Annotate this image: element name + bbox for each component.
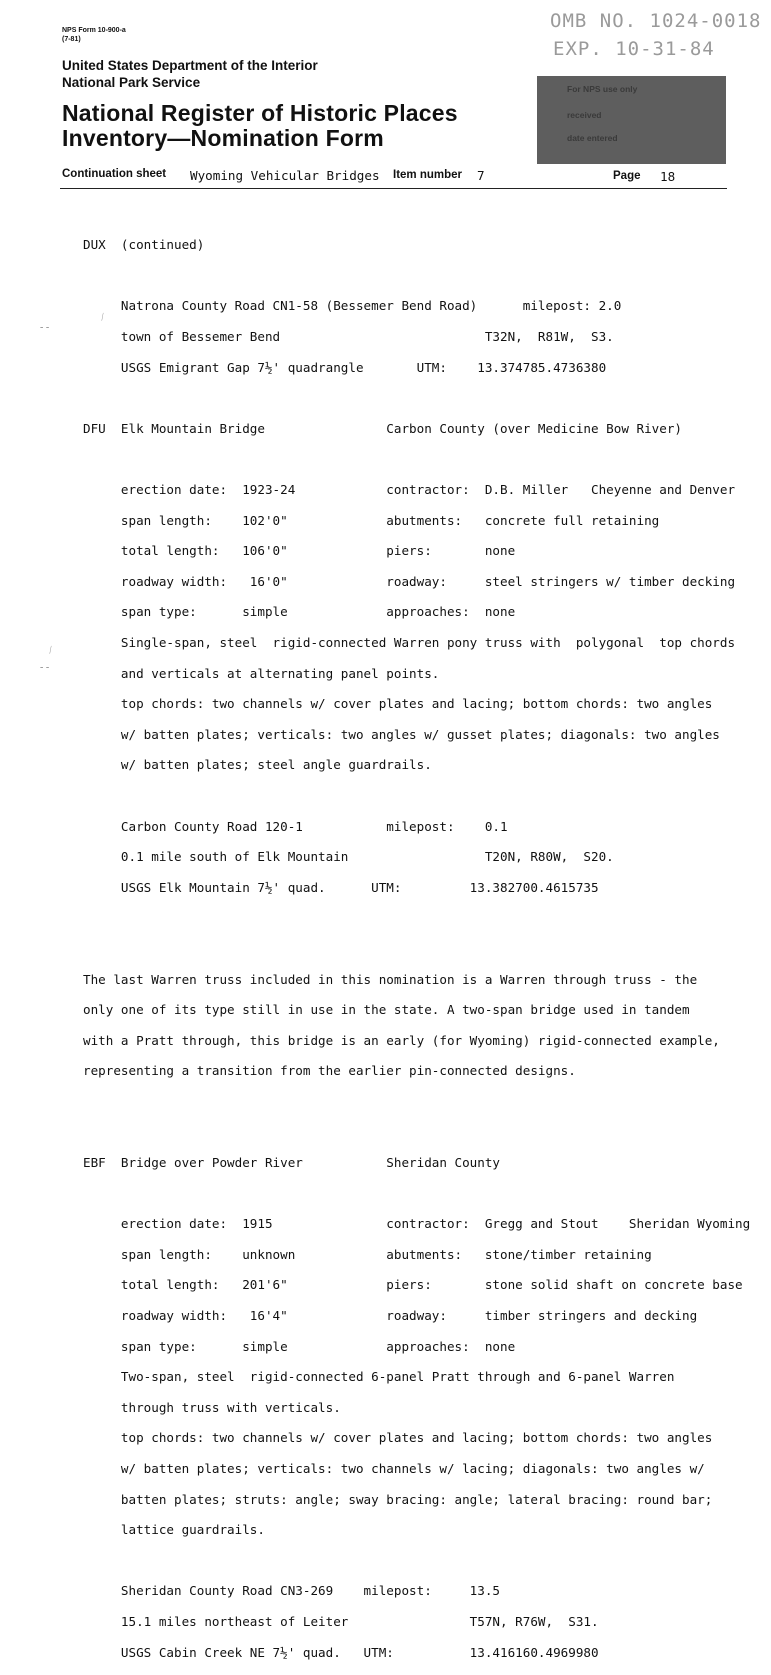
body-line: batten plates; struts: angle; sway bracing: angle; lateral bracing: round bar; [83,1491,713,1507]
body-line: only one of its type still in use in the state. A two-span bridge used in tandem [83,1002,690,1018]
page-number: 18 [660,169,676,184]
body-line: w/ batten plates; verticals: two angles w/ gusset plates; diagonals: two angles [83,726,720,742]
body-line: erection date: 1923-24 contractor: D.B. Miller Cheyenne and Denver [83,482,736,498]
received-label: received [567,110,602,120]
body-line: town of Bessemer Bend T32N, R81W, S3. [83,329,614,345]
body-line: DUX (continued) [83,237,205,253]
nps-use-label: For NPS use only [567,84,638,94]
body-line: 15.1 miles northeast of Leiter T57N, R76W, S31. [83,1614,599,1630]
body-line: span length: unknown abutments: stone/timber retaining [83,1246,652,1262]
body-line: EBF Bridge over Powder River Sheridan County [83,1155,501,1171]
body-line: lattice guardrails. [83,1522,265,1538]
check-mark: ⁄ [47,645,54,656]
body-line: Single-span, steel rigid-connected Warren pony truss with polygonal top chords [83,635,736,651]
margin-mark: ‐ ‐ [40,662,50,673]
department-name: United States Department of the Interior [62,58,318,73]
body-line: USGS Cabin Creek NE 7½' quad. UTM: 13.416160.4969980 [83,1644,599,1660]
date-entered-label: date entered [567,133,618,143]
page-label: Page [613,170,641,182]
body-line [83,788,750,803]
body-line: w/ batten plates; steel angle guardrails. [83,757,432,773]
body-line [83,268,750,283]
body-line: Natrona County Road CN1-58 (Bessemer Bend Road) milepost: 2.0 [83,298,622,314]
body-line [83,451,750,466]
body-line [83,1094,750,1109]
item-number-label: Item number [393,169,463,181]
body-line: USGS Emigrant Gap 7½' quadrangle UTM: 13.374785.4736380 [83,359,607,375]
nps-use-box [537,76,726,164]
body-line: total length: 106'0" piers: none [83,543,516,559]
body-line: span length: 102'0" abutments: concrete full retaining [83,512,660,528]
body-line: erection date: 1915 contractor: Gregg and Stout Sheridan Wyoming [83,1216,751,1232]
body-line: w/ batten plates; verticals: two channels w/ lacing; diagonals: two angles w/ [83,1461,705,1477]
body-line: with a Pratt through, this bridge is an early (for Wyoming) rigid-connected example, [83,1032,720,1048]
header-rule [60,188,727,189]
expiration-stamp: EXP. 10-31-84 [553,38,715,60]
agency-name: National Park Service [62,75,201,90]
check-mark: ⁄ [99,312,106,323]
margin-mark: ‐ ‐ [40,322,50,333]
body-line: 0.1 mile south of Elk Mountain T20N, R80W, S20. [83,849,614,865]
body-line: top chords: two channels w/ cover plates and lacing; bottom chords: two angles [83,696,713,712]
body-line: DFU Elk Mountain Bridge Carbon County (over Medicine Bow River) [83,420,682,436]
body-line: roadway width: 16'0" roadway: steel stringers w/ timber decking [83,573,736,589]
body-line: Carbon County Road 120-1 milepost: 0.1 [83,818,508,834]
body-line [83,390,750,405]
body-line: total length: 201'6" piers: stone solid shaft on concrete base [83,1277,743,1293]
form-title-line2: Inventory—Nomination Form [62,125,384,151]
sheet-name: Wyoming Vehicular Bridges [190,168,380,183]
continuation-label: Continuation sheet [62,168,167,180]
body-line: through truss with verticals. [83,1399,341,1415]
body-line: span type: simple approaches: none [83,1338,516,1354]
body-line [83,1553,750,1568]
body-line: Sheridan County Road CN3-269 milepost: 13.5 [83,1583,501,1599]
body-line [83,1186,750,1201]
omb-stamp: OMB NO. 1024-0018 [550,10,762,32]
body-line: USGS Elk Mountain 7½' quad. UTM: 13.382700.4615735 [83,879,599,895]
body-line: The last Warren truss included in this nomination is a Warren through truss - the [83,971,698,987]
body-line: top chords: two channels w/ cover plates and lacing; bottom chords: two angles [83,1430,713,1446]
body-line: and verticals at alternating panel points. [83,665,440,681]
body-line: span type: simple approaches: none [83,604,516,620]
body-line [83,941,750,956]
body-text [83,222,750,1675]
body-line: roadway width: 16'4" roadway: timber stringers and decking [83,1308,698,1324]
body-line: Two-span, steel rigid-connected 6-panel Pratt through and 6-panel Warren [83,1369,675,1385]
body-line: representing a transition from the earlier pin-connected designs. [83,1063,576,1079]
body-line [83,910,750,925]
item-number-value: 7 [477,168,485,183]
form-title-line1: National Register of Historic Places [62,100,458,126]
form-number: NPS Form 10-900-a [62,27,126,34]
body-line [83,1125,750,1140]
form-date: (7-81) [62,36,81,43]
